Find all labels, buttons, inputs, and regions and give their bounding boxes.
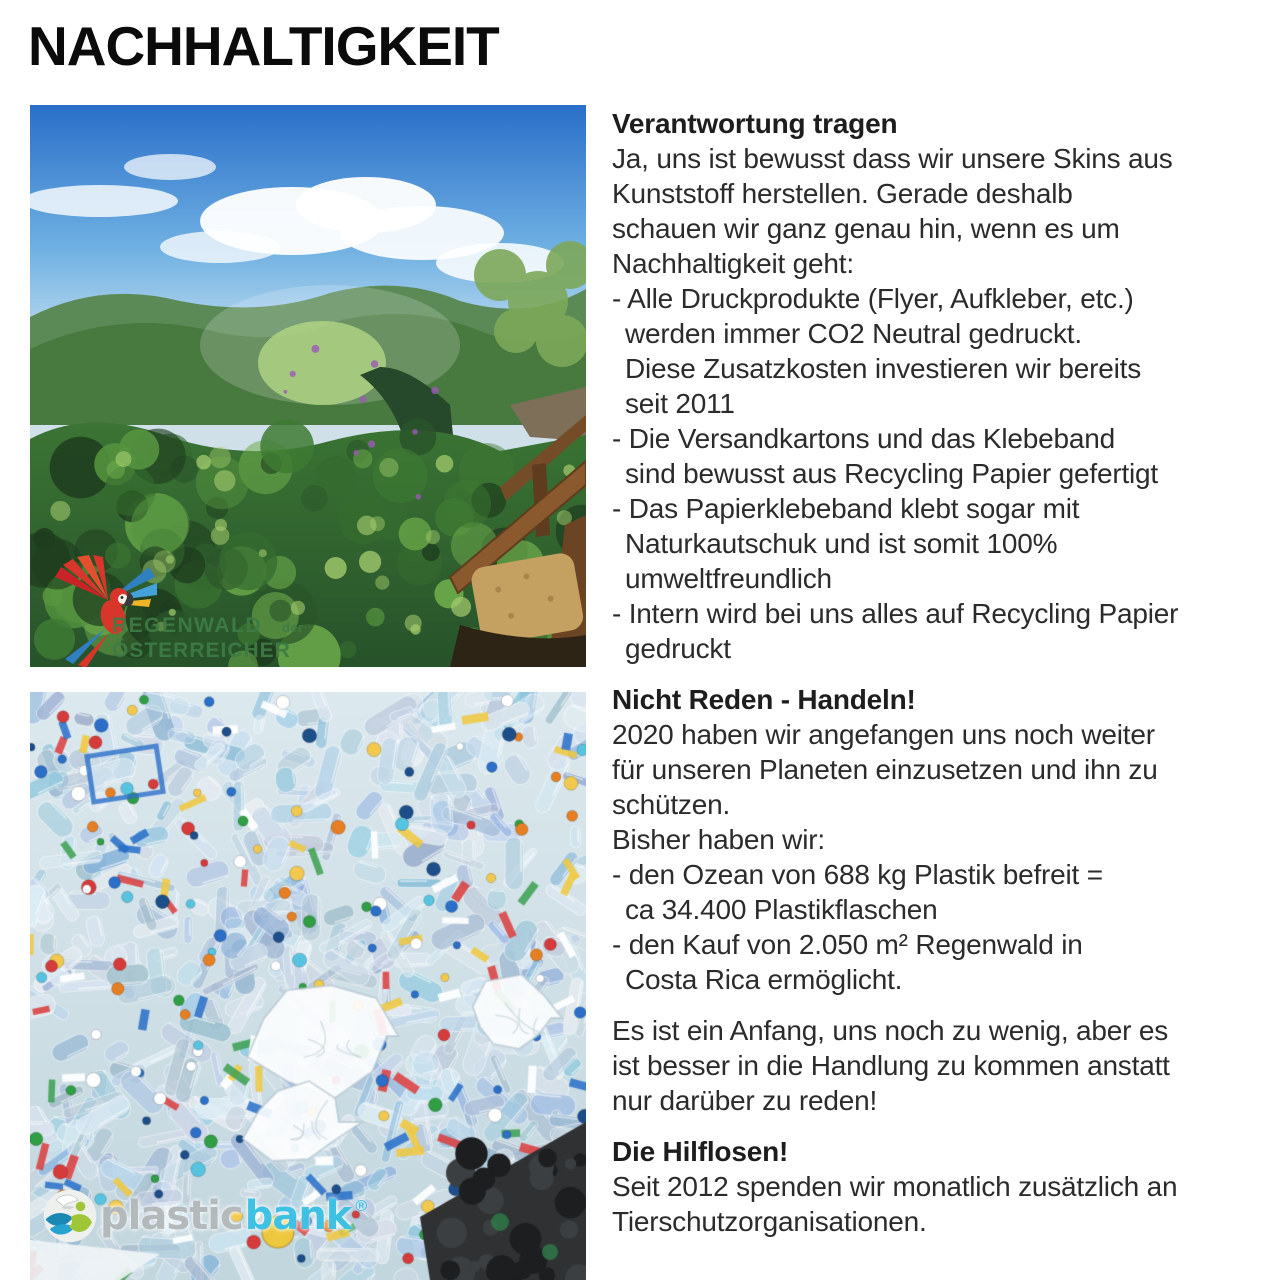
- text-line: schauen wir ganz genau hin, wenn es um: [612, 213, 1120, 244]
- text-line: gedruckt: [625, 633, 731, 664]
- text-line: - den Ozean von 688 kg Plastik befreit =: [612, 859, 1103, 890]
- text-line: - Das Papierklebeband klebt sogar mit: [612, 493, 1080, 524]
- text-line: Ja, uns ist bewusst dass wir unsere Skins aus: [612, 143, 1173, 174]
- text-line: umweltfreundlich: [625, 563, 832, 594]
- rainforest-illustration: [30, 105, 586, 667]
- text-column: [612, 106, 1274, 1255]
- text-line: Costa Rica ermöglicht.: [625, 964, 903, 995]
- text-line: - Die Versandkartons und das Klebeband: [612, 423, 1115, 454]
- wave-person-dove-icon: [42, 1188, 98, 1244]
- text-line: Es ist ein Anfang, uns noch zu wenig, aber es: [612, 1015, 1169, 1046]
- text-line: seit 2011: [625, 388, 735, 419]
- text-line: für unseren Planeten einzusetzen und ihn zu: [612, 754, 1158, 785]
- plasticbank-word-plastic: plastic: [100, 1193, 243, 1239]
- section: [612, 682, 1274, 997]
- rainforest-photo: [30, 105, 586, 667]
- text-line: nur darüber zu reden!: [612, 1085, 878, 1116]
- text-line: ca 34.400 Plastikflaschen: [625, 894, 938, 925]
- text-line: - den Kauf von 2.050 m² Regenwald in: [612, 929, 1083, 960]
- text-line: ist besser in die Handlung zu kommen anstatt: [612, 1050, 1170, 1081]
- text-line: - Alle Druckprodukte (Flyer, Aufkleber, etc.): [612, 283, 1134, 314]
- text-line: Kunststoff herstellen. Gerade deshalb: [612, 178, 1073, 209]
- svg-text:ÖSTERREICHER: ÖSTERREICHER: [112, 639, 291, 662]
- section-heading: Verantwortung tragen: [612, 108, 898, 139]
- text-line: Diese Zusatzkosten investieren wir bereits: [625, 353, 1142, 384]
- plasticbank-logo: [42, 1188, 367, 1244]
- section: [612, 1134, 1274, 1239]
- registered-mark: ®: [355, 1198, 368, 1215]
- section: [612, 1013, 1274, 1118]
- svg-text:REGENWALD: REGENWALD: [112, 614, 262, 637]
- section-heading: Die Hilflosen!: [612, 1136, 789, 1167]
- text-line: werden immer CO2 Neutral gedruckt.: [625, 318, 1082, 349]
- text-line: Seit 2012 spenden wir monatlich zusätzlich an: [612, 1171, 1178, 1202]
- text-line: sind bewusst aus Recycling Papier gefertigt: [625, 458, 1159, 489]
- text-line: Tierschutzorganisationen.: [612, 1206, 927, 1237]
- text-line: Nachhaltigkeit geht:: [612, 248, 854, 279]
- text-line: Bisher haben wir:: [612, 824, 825, 855]
- text-line: 2020 haben wir angefangen uns noch weiter: [612, 719, 1155, 750]
- text-line: schützen.: [612, 789, 731, 820]
- text-line: - Intern wird bei uns alles auf Recycling Papier: [612, 598, 1179, 629]
- section: [612, 106, 1274, 666]
- plasticbank-word-bank: bank: [244, 1193, 352, 1239]
- plastic-bottles-photo: [30, 692, 586, 1280]
- section-heading: Nicht Reden - Handeln!: [612, 684, 916, 715]
- text-line: Naturkautschuk und ist somit 100%: [625, 528, 1058, 559]
- svg-text:der: der: [282, 620, 304, 635]
- page-title: NACHHALTIGKEIT: [28, 15, 499, 77]
